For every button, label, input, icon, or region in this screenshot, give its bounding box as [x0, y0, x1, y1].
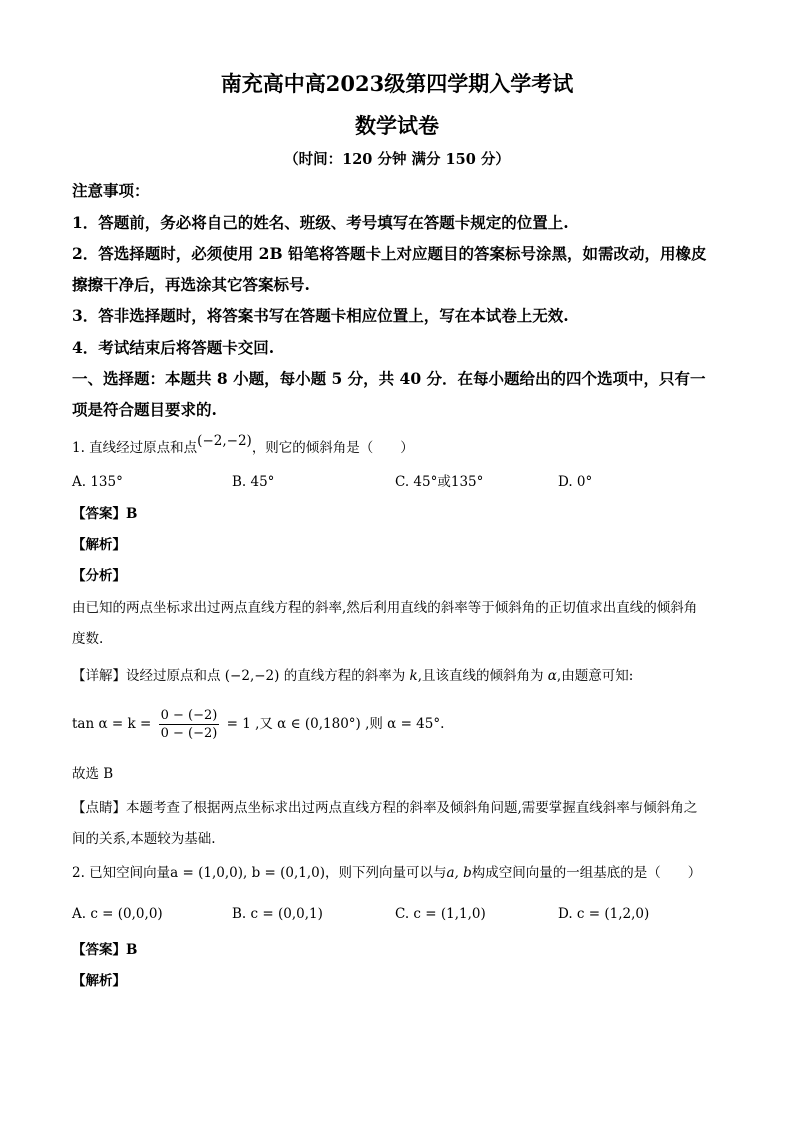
question-1-equation	[72, 704, 444, 744]
equation-left: tan α = k =	[72, 716, 152, 732]
notice-heading: 注意事项：	[72, 181, 150, 200]
question-1-analysis-label: 【解析】	[72, 537, 126, 553]
question-1-point: (−2,−2)	[197, 433, 252, 449]
question-1-option-c: C. 45°或135°	[395, 474, 484, 490]
detail-text-a: 【详解】设经过原点和点 (−2,−2) 的直线方程的斜率为	[72, 668, 406, 684]
question-2-option-d: D. c = (1,2,0)	[558, 906, 650, 922]
notice-item-2-cont: 擦擦干净后，再选涂其它答案标号.	[72, 275, 310, 294]
question-2-answer: 【答案】B	[72, 942, 138, 958]
question-2-option-a: A. c = (0,0,0)	[72, 906, 163, 922]
question-1-stem-b: ，则它的倾斜角是（ ）	[251, 440, 414, 456]
detail-k: k	[409, 668, 418, 684]
question-2-stem-a: 2. 已知空间向量	[72, 865, 171, 881]
question-1-fenxi-label: 【分析】	[72, 568, 126, 584]
question-1-comment: 【点睛】本题考查了根据两点坐标求出过两点直线方程的斜率及倾斜角问题,需要掌握直线斜率与倾斜角之	[72, 800, 698, 816]
equation-numerator: 0 − (−2)	[160, 708, 218, 723]
question-1-option-a: A. 135°	[72, 474, 123, 490]
question-1-option-d: D. 0°	[558, 474, 593, 490]
question-1-fenxi-text-cont: 度数.	[72, 631, 104, 647]
section-heading: 一、选择题：本题共 8 小题，每小题 5 分，共 40 分．在每小题给出的四个选项中，只有一	[72, 369, 706, 388]
question-2-stem-b: ，则下列向量可以与	[325, 865, 447, 881]
section-heading-cont: 项是符合题目要求的.	[72, 400, 217, 419]
question-1-stem-a: 1. 直线经过原点和点	[72, 440, 198, 456]
detail-text-c: ,由题意可知:	[556, 668, 634, 684]
detail-text-b: ,且该直线的倾斜角为	[417, 668, 544, 684]
question-2-option-c: C. c = (1,1,0)	[395, 906, 486, 922]
question-2-stem-c: 构成空间向量的一组基底的是（ ）	[471, 865, 702, 881]
equation-fraction	[159, 707, 220, 742]
question-1-answer: 【答案】B	[72, 506, 138, 522]
exam-meta: （时间：120 分钟 满分 150 分）	[284, 151, 510, 168]
exam-subtitle: 数学试卷	[355, 113, 439, 138]
question-1-option-b: B. 45°	[232, 474, 275, 490]
equation-right: = 1 ,又 α ∈ (0,180°) ,则 α = 45°.	[226, 716, 445, 732]
notice-item-2: 2．答选择题时，必须使用 2B 铅笔将答题卡上对应题目的答案标号涂黑，如需改动，用橡皮	[72, 244, 707, 263]
question-2-option-b: B. c = (0,0,1)	[232, 906, 323, 922]
exam-title: 南充高中高2023级第四学期入学考试	[220, 71, 574, 96]
question-1-comment-cont: 间的关系,本题较为基础.	[72, 831, 216, 847]
question-2-stem	[72, 863, 701, 883]
question-1-conclusion: 故选 B	[72, 766, 114, 782]
question-1-fenxi-text: 由已知的两点坐标求出过两点直线方程的斜率,然后利用直线的斜率等于倾斜角的正切值求出直线的倾斜角	[72, 600, 698, 616]
question-1-stem	[72, 433, 414, 458]
equation-denominator: 0 − (−2)	[160, 726, 218, 741]
question-2-vectors: a = (1,0,0), b = (0,1,0)	[170, 865, 325, 881]
notice-item-3: 3．答非选择题时，将答案书写在答题卡相应位置上，写在本试卷上无效.	[72, 306, 569, 325]
question-2-vectors-ab: a, b	[446, 865, 472, 881]
detail-alpha: α	[547, 668, 557, 684]
notice-item-1: 1．答题前，务必将自己的姓名、班级、考号填写在答题卡规定的位置上.	[72, 213, 569, 232]
question-1-detail	[72, 666, 633, 686]
notice-item-4: 4．考试结束后将答题卡交回.	[72, 338, 275, 357]
question-2-analysis-label: 【解析】	[72, 973, 126, 989]
